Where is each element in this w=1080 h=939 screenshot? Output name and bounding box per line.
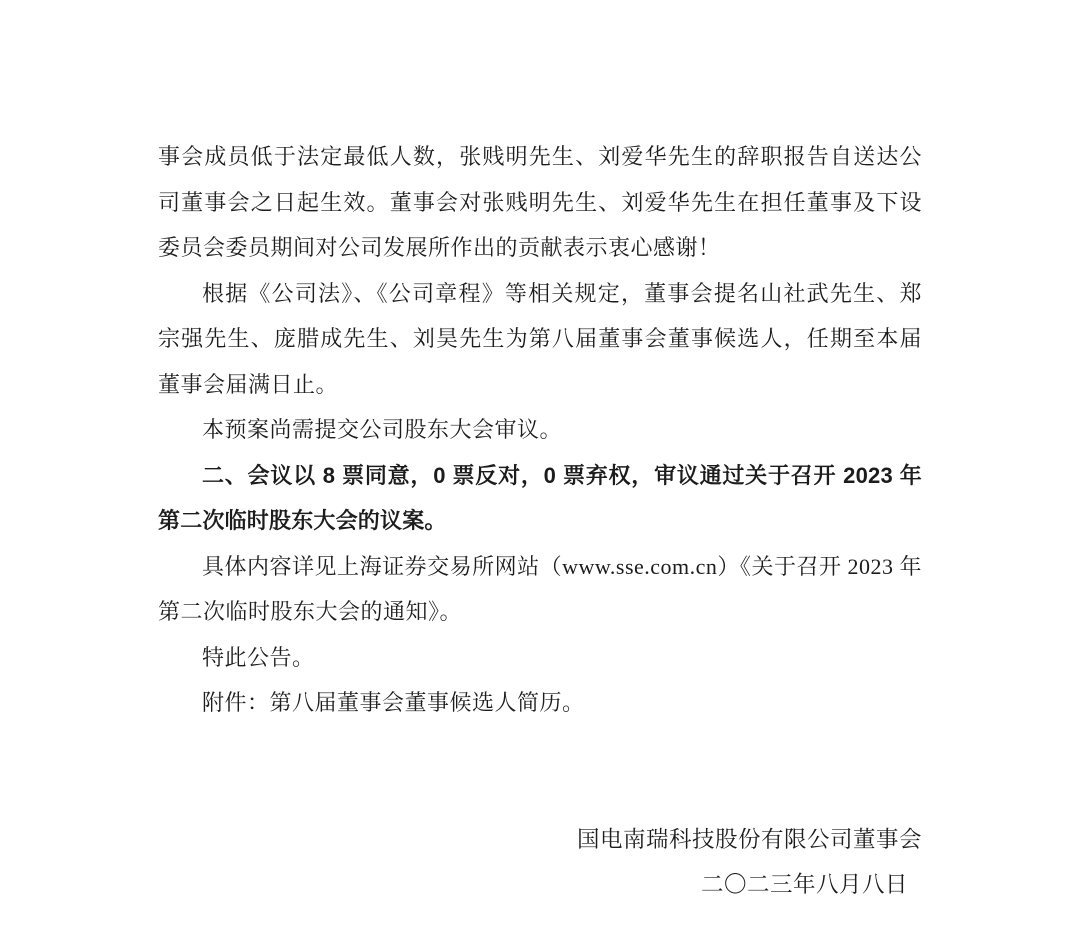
body-paragraph-nomination: 根据《公司法》、《公司章程》等相关规定，董事会提名山社武先生、郑宗强先生、庞腊成先生、刘昊先生为第八届董事会董事候选人，任期至本届董事会届满日止。 [158, 280, 922, 397]
body-paragraph-closing: 特此公告。 [202, 644, 315, 670]
body-paragraph-resolution-two: 二、会议以 8 票同意，0 票反对，0 票弃权，审议通过关于召开 2023 年第二次临时股东大会的议案。 [158, 462, 922, 533]
signature-block [158, 817, 922, 908]
body-paragraph-shareholder-review: 本预案尚需提交公司股东大会审议。 [202, 417, 563, 442]
signature-date-line: 二〇二三年八月八日 [700, 872, 908, 897]
body-paragraph-resignation-continuation: 事会成员低于法定最低人数，张贱明先生、刘爱华先生的辞职报告自送达公司董事会之日起生效。董事会对张贱明先生、刘爱华先生在担任董事及下设委员会委员期间对公司发展所作出的贡献表示衷心感谢！ [158, 144, 922, 260]
signature-company-line: 国电南瑞科技股份有限公司董事会 [576, 826, 922, 852]
document-body [158, 134, 922, 908]
body-paragraph-details-website: 具体内容详见上海证券交易所网站（www.sse.com.cn）《关于召开 2023 年第二次临时股东大会的通知》。 [158, 553, 922, 624]
body-paragraph-attachment: 附件：第八届董事会董事候选人简历。 [202, 690, 585, 715]
